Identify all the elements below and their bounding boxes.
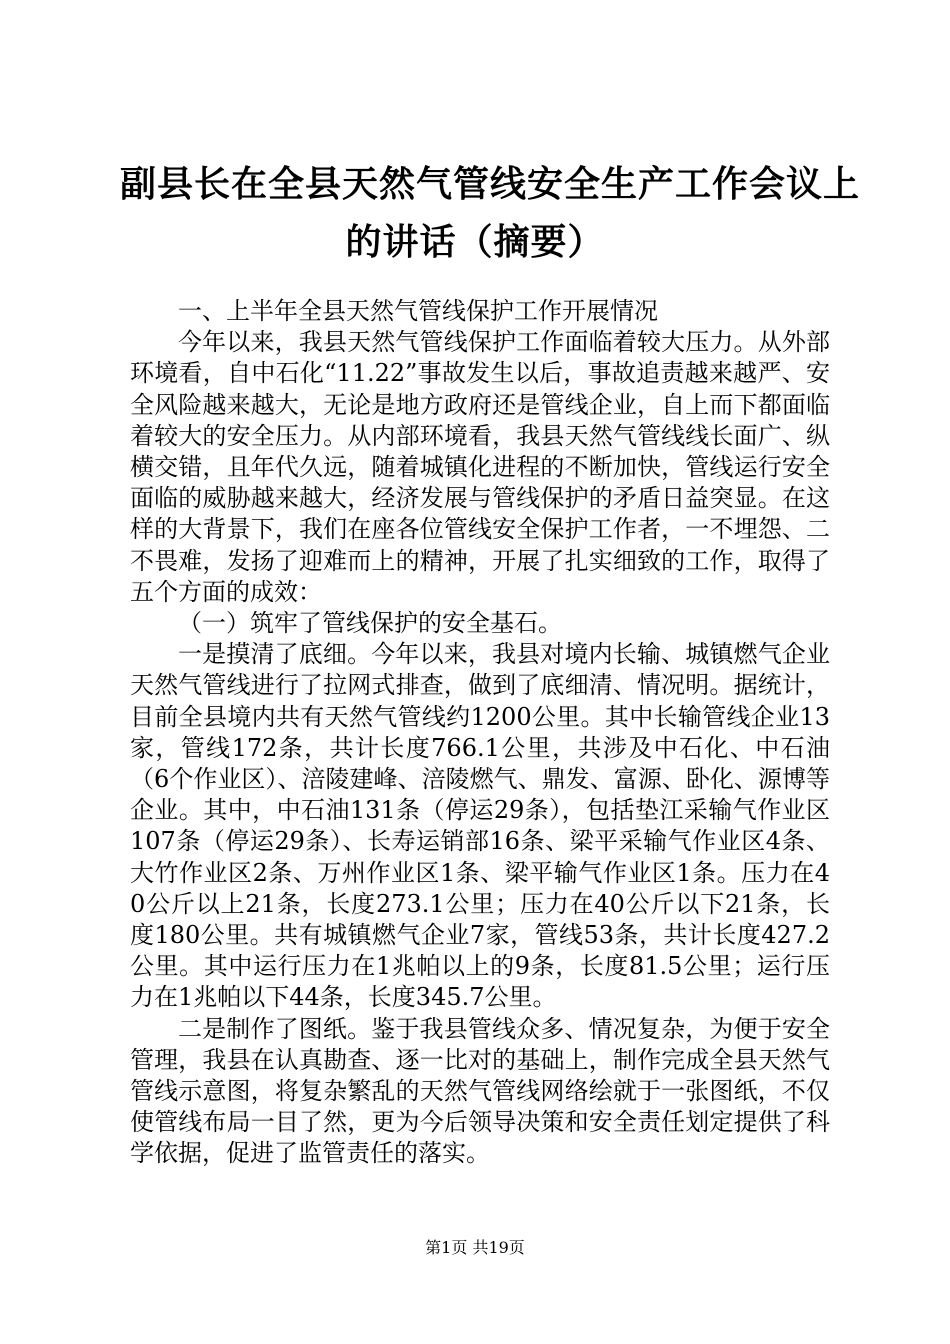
paragraph: 一是摸清了底细。今年以来，我县对境内长输、城镇燃气企业天然气管线进行了拉网式排查，做到了底细清、情况明。据统计，目前全县境内共有天然气管线约1200公里。其中长输管线企业13家，管线172条，共计长度766.1公里，共涉及中石化、中石油（6个作业区）、涪陵建峰、涪陵燃气、鼎发、富源、卧化、源博等企业。其中，中石油131条（停运29条），包括垫江采输气作业区107条（停运29条）、长寿运销部16条、梁平采输气作业区4条、大竹作业区2条、万州作业区1条、梁平输气作业区1条。压力在40公斤以上21条，长度273.1公里；压力在40公斤以下21条，长度180公里。共有城镇燃气企业7家，管线53条，共计长度427.2公里。其中运行压力在1兆帕以上的9条，长度81.5公里；运行压力在1兆帕以下44条，长度345.7公里。 <box>130 640 830 1012</box>
document-body <box>130 296 830 1170</box>
section-heading: 一、上半年全县天然气管线保护工作开展情况 <box>178 297 658 325</box>
document-title-line-2: 的讲话（摘要） <box>345 221 605 263</box>
page-number-footer: 第1页 共19页 <box>425 1238 525 1257</box>
paragraph: 二是制作了图纸。鉴于我县管线众多、情况复杂，为便于安全管理，我县在认真勘查、逐一比对的基础上，制作完成全县天然气管线示意图，将复杂繁乱的天然气管线网络绘就于一张图纸，不仅使管线布局一目了然，更为今后领导决策和安全责任划定提供了科学依据，促进了监管责任的落实。 <box>130 1014 830 1168</box>
document-title-line-1: 副县长在全县天然气管线安全生产工作会议上 <box>120 163 861 205</box>
subsection-heading: （一）筑牢了管线保护的安全基石。 <box>178 609 562 638</box>
paragraph: 今年以来，我县天然气管线保护工作面临着较大压力。从外部环境看，自中石化“11.22”事故发生以后，事故追责越来越严、安全风险越来越大，无论是地方政府还是管线企业，自上而下都面临着较大的安全压力。从内部环境看，我县天然气管线线长面广、纵横交错，且年代久远，随着城镇化进程的不断加快，管线运行安全面临的威胁越来越大，经济发展与管线保护的矛盾日益突显。在这样的大背景下，我们在座各位管线安全保护工作者，一不埋怨、二不畏难，发扬了迎难而上的精神，开展了扎实细致的工作，取得了五个方面的成效： <box>130 328 830 606</box>
